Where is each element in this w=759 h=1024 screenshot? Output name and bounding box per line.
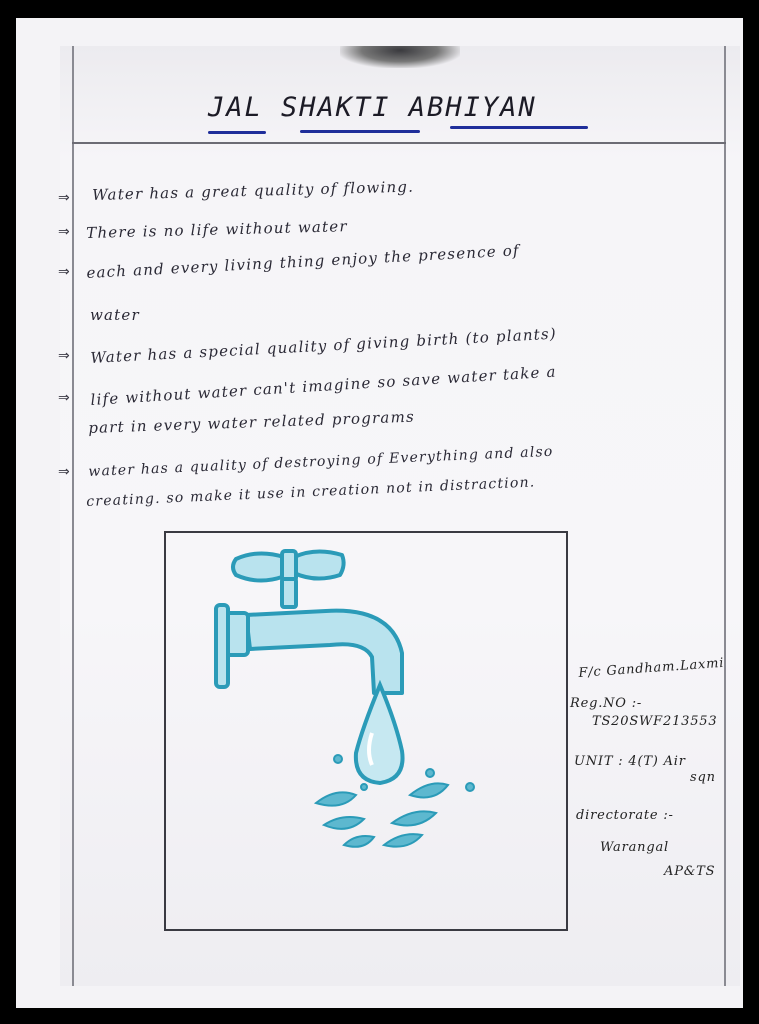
right-margin-line: [724, 46, 726, 986]
point-line-3: each and every living thing enjoy the presence of: [86, 241, 521, 282]
bullet-arrow-6: ⇒: [58, 464, 70, 480]
point-line-9: creating. so make it use in creation not in distraction.: [86, 474, 536, 510]
title-underline-jal: [208, 131, 266, 134]
tap-drawing-frame: [164, 531, 568, 931]
title-underline-shakti: [300, 130, 420, 133]
title-underline-abhiyan: [450, 126, 588, 129]
water-drop-icon: [356, 685, 403, 783]
notebook-page: [60, 46, 740, 986]
notebook-photo: [16, 18, 743, 1008]
point-line-4: water: [90, 306, 140, 324]
point-line-1: Water has a great quality of flowing.: [92, 177, 415, 204]
place-line-2: AP&TS: [664, 864, 716, 879]
tap-body-icon: [246, 611, 402, 693]
point-line-5: Water has a special quality of giving birth (to plants): [90, 324, 558, 367]
bullet-arrow-4: ⇒: [58, 348, 70, 364]
left-margin-line: [72, 46, 74, 986]
tap-drawing: [166, 533, 566, 929]
reg-label: Reg.NO :-: [570, 696, 643, 711]
point-line-2: There is no life without water: [86, 217, 348, 242]
page-title: JAL SHAKTI ABHIYAN: [208, 92, 537, 123]
tap-handle-icon: [233, 553, 286, 580]
shadow-smudge: [340, 46, 460, 68]
bullet-arrow-1: ⇒: [58, 190, 70, 206]
title-rule: [72, 142, 726, 144]
point-line-8: water has a quality of destroying of Everything and also: [88, 443, 554, 480]
directorate-label: directorate :-: [576, 808, 674, 823]
unit-line-1: UNIT : 4(T) Air: [574, 754, 686, 769]
point-line-7: part in every water related programs: [88, 407, 416, 437]
point-line-6: life without water can't imagine so save water take a: [90, 362, 558, 409]
bullet-arrow-2: ⇒: [58, 224, 70, 240]
unit-line-2: sqn: [690, 770, 716, 785]
bullet-arrow-3: ⇒: [58, 264, 70, 280]
bullet-arrow-5: ⇒: [58, 390, 70, 406]
place-line-1: Warangal: [600, 840, 669, 855]
signature-name: F/c Gandham.Laxmi: [578, 655, 725, 681]
reg-value: TS20SWF213553: [592, 714, 718, 729]
